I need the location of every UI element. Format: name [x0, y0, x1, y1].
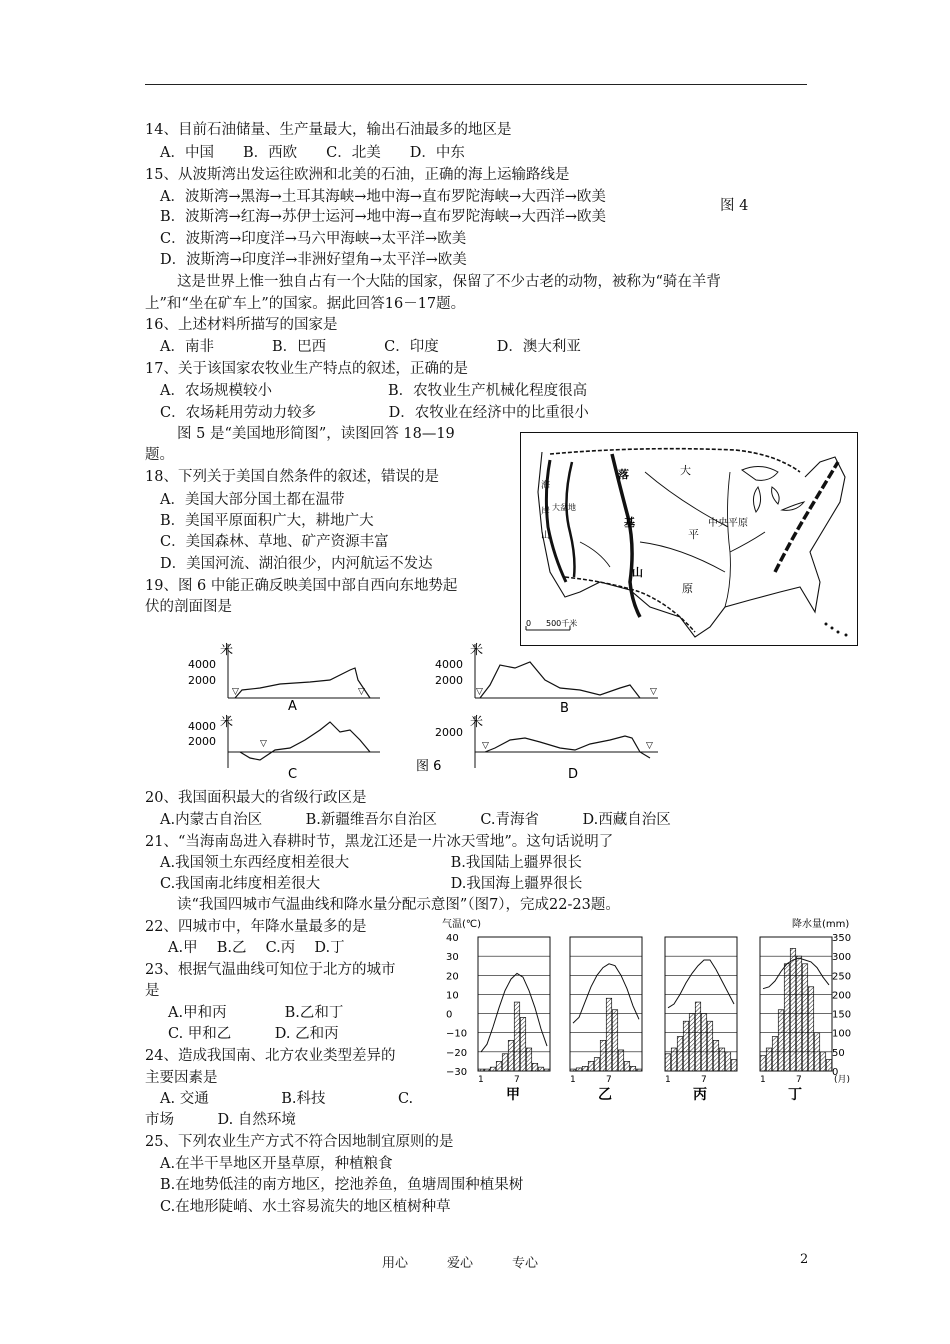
precip-bar — [532, 1063, 537, 1071]
question-23-line-1: 23、根据气温曲线可知位于北方的城市 — [145, 962, 396, 978]
profile-a — [188, 642, 380, 714]
question-19-line-2: 伏的剖面图是 — [145, 599, 232, 615]
precip-bar — [490, 1067, 495, 1071]
precip-bar — [820, 1052, 825, 1071]
month-tick-7: 7 — [701, 1075, 707, 1085]
precip-bar — [612, 1010, 617, 1071]
page-number: 2 — [800, 1252, 809, 1267]
precip-tick: 250 — [832, 971, 852, 983]
label-a: A — [288, 699, 297, 714]
scale-label: 500千米 — [546, 619, 578, 628]
profile-b — [435, 642, 658, 716]
precip-tick: 350 — [832, 933, 852, 944]
us-terrain-map — [520, 432, 858, 646]
month-tick-1: 1 — [570, 1075, 576, 1085]
precip-axis-label: 降水量(mm) — [792, 919, 850, 930]
question-17-options-cd: C．农场耗用劳动力较多 D．农牧业在经济中的比重很小 — [160, 405, 589, 421]
precip-bar — [508, 1040, 513, 1071]
precip-bar — [538, 1067, 543, 1071]
question-14-options: A．中国 B．西欧 C．北美 D．中东 — [160, 145, 465, 161]
question-25: 25、下列农业生产方式不符合因地制宜原则的是 — [145, 1134, 454, 1150]
label-c: C — [288, 767, 298, 782]
question-24-line-1: 24、造成我国南、北方农业类型差异的 — [145, 1048, 396, 1064]
precip-tick: 200 — [832, 990, 852, 1002]
temp-tick: −20 — [446, 1047, 468, 1059]
rocky-label-2: 基 — [624, 516, 635, 529]
coast-label-3: 山 — [541, 531, 551, 541]
question-18-option-a: A．美国大部分国土都在温带 — [160, 492, 345, 508]
precip-bar — [677, 1037, 682, 1071]
temp-tick: −30 — [446, 1067, 468, 1078]
plain-label-1: 大 — [680, 464, 691, 477]
month-tick-1: 1 — [760, 1075, 766, 1085]
month-tick-1: 1 — [665, 1075, 671, 1085]
precip-bar — [719, 1048, 724, 1071]
tick-d-2000: 2000 — [435, 726, 463, 739]
month-tick-7: 7 — [514, 1075, 520, 1085]
precip-bar — [636, 1069, 641, 1071]
precip-bar — [484, 1069, 489, 1071]
question-22: 22、四城市中，年降水量最多的是 — [145, 919, 367, 935]
svg-text:▽: ▽ — [232, 687, 239, 697]
precip-bar — [689, 1014, 694, 1071]
precip-bar — [725, 1052, 730, 1071]
precip-bar — [766, 1048, 771, 1071]
climate-panel-4 — [760, 937, 832, 1103]
question-18-option-d: D．美国河流、湖泊很少，内河航运不发达 — [160, 556, 433, 572]
city-label: 甲 — [506, 1087, 520, 1103]
question-20: 20、我国面积最大的省级行政区是 — [145, 790, 367, 806]
central-plain-label: 中央平原 — [708, 518, 748, 529]
question-23-options-cd: C. 甲和乙 D. 乙和丙 — [168, 1026, 339, 1042]
unit-c: 米 — [220, 715, 234, 730]
unit-b: 米 — [470, 643, 484, 658]
precip-bar — [707, 1021, 712, 1071]
question-18-option-b: B．美国平原面积广大，耕地广大 — [160, 513, 374, 529]
question-20-options: A.内蒙古自治区 B.新疆维吾尔自治区 C.青海省 D.西藏自治区 — [160, 812, 671, 828]
precip-bar — [588, 1061, 593, 1071]
precip-bar — [502, 1054, 507, 1071]
tick-c-2000: 2000 — [188, 735, 216, 748]
city-label: 乙 — [598, 1087, 612, 1103]
question-21: 21、“当海南岛进入春耕时节，黑龙江还是一片冰天雪地”。这句话说明了 — [145, 834, 614, 850]
question-15: 15、从波斯湾出发运往欧洲和北美的石油，正确的海上运输路线是 — [145, 167, 570, 183]
precip-bar — [514, 1002, 519, 1071]
material-text-1: 这是世界上惟一独自占有一个大陆的国家，保留了不少古老的动物，被称为“骑在羊背 — [177, 274, 721, 290]
rocky-label-3: 山 — [632, 566, 643, 579]
question-14: 14、目前石油储量、生产量最大，输出石油最多的地区是 — [145, 122, 512, 138]
month-tick-7: 7 — [796, 1075, 802, 1085]
tick-a-4000: 4000 — [188, 658, 216, 671]
tick-c-4000: 4000 — [188, 720, 216, 733]
precip-bar — [544, 1069, 549, 1071]
temp-tick: 0 — [446, 1009, 453, 1021]
precip-bar — [526, 1048, 531, 1071]
header-rule — [145, 84, 807, 85]
temp-curve — [668, 960, 734, 1008]
climate-charts — [440, 915, 860, 1105]
question-24-options-2: 市场 D. 自然环境 — [145, 1112, 296, 1128]
temp-tick: 20 — [446, 971, 459, 983]
question-15-option-a: A．波斯湾→黑海→土耳其海峡→地中海→直布罗陀海峡→大西洋→欧美 — [160, 189, 606, 205]
question-23-options-ab: A.甲和丙 B.乙和丁 — [168, 1005, 344, 1021]
precip-tick: 50 — [832, 1047, 845, 1059]
precip-bar — [606, 998, 611, 1071]
coast-label-2: 岸 — [541, 507, 551, 517]
question-16: 16、上述材料所描写的国家是 — [145, 317, 338, 333]
temp-tick: 30 — [446, 952, 459, 964]
question-19-line-1: 19、图 6 中能正确反映美国中部自西向东地势起 — [145, 578, 458, 594]
figure-5-intro-2: 题。 — [145, 447, 174, 463]
month-tick-1: 1 — [478, 1075, 484, 1085]
temp-tick: 40 — [446, 933, 459, 944]
basin-label: 大盆地 — [552, 503, 576, 512]
question-15-option-c: C．波斯湾→印度洋→马六甲海峡→太平洋→欧美 — [160, 231, 467, 247]
precip-bar — [576, 1068, 581, 1071]
precip-bar — [713, 1040, 718, 1071]
unit-a: 米 — [220, 643, 234, 658]
rocky-label-1: 落 — [618, 468, 629, 481]
figure-5-intro-1: 图 5 是“美国地形简图”，读图回答 18—19 — [177, 426, 455, 442]
precip-bar — [478, 1069, 483, 1071]
precip-bar — [570, 1069, 575, 1071]
question-25-option-b: B.在地势低洼的南方地区，挖池养鱼，鱼塘周围种植果树 — [160, 1177, 524, 1193]
question-25-option-c: C.在地形陡峭、水土容易流失的地区植树种草 — [160, 1199, 451, 1215]
question-18: 18、下列关于美国自然条件的叙述，错误的是 — [145, 469, 439, 485]
precip-bar — [802, 964, 807, 1071]
precip-bar — [594, 1058, 599, 1071]
svg-text:▽: ▽ — [476, 687, 483, 697]
city-label: 丁 — [788, 1087, 802, 1103]
plain-label-3: 原 — [682, 582, 693, 595]
temp-axis-label: 气温(℃) — [442, 919, 482, 930]
precip-bar — [760, 1056, 765, 1071]
month-unit: (月) — [834, 1075, 851, 1085]
precip-tick: 100 — [832, 1028, 852, 1040]
question-17-options-ab: A．农场规模较小 B．农牧业生产机械化程度很高 — [160, 383, 588, 399]
precip-bar — [695, 1002, 700, 1071]
temp-tick: −10 — [446, 1028, 468, 1040]
coast-label-1: 海 — [541, 481, 551, 491]
city-label: 丙 — [693, 1087, 707, 1103]
climate-panel-2 — [570, 937, 642, 1103]
precip-tick: 0 — [832, 1067, 839, 1078]
temp-tick: 10 — [446, 990, 459, 1002]
question-17: 17、关于该国家农牧业生产特点的叙述，正确的是 — [145, 361, 468, 377]
label-b: B — [560, 701, 569, 716]
svg-text:▽: ▽ — [650, 687, 657, 697]
figure-6-label: 图 6 — [416, 759, 442, 774]
precip-tick: 300 — [832, 952, 852, 964]
precip-bar — [624, 1061, 629, 1071]
tick-a-2000: 2000 — [188, 674, 216, 687]
label-d: D — [568, 767, 579, 782]
question-22-options: A.甲 B.乙 C.丙 D.丁 — [168, 940, 345, 956]
precip-bar — [582, 1066, 587, 1071]
question-24-options: A. 交通 B.科技 C. — [160, 1091, 414, 1107]
precip-bar — [618, 1050, 623, 1071]
question-16-options: A．南非 B．巴西 C．印度 D．澳大利亚 — [160, 339, 581, 355]
precip-bar — [665, 1054, 670, 1071]
figure-7-intro: 读“我国四城市气温曲线和降水量分配示意图”（图7），完成22-23题。 — [177, 897, 620, 913]
svg-text:▽: ▽ — [646, 741, 653, 751]
scale-zero: 0 — [526, 619, 532, 628]
precip-bar — [600, 1040, 605, 1071]
plain-label-2: 平 — [688, 528, 699, 541]
precip-bar — [520, 1017, 525, 1071]
profile-d — [435, 714, 658, 782]
precip-bar — [826, 1060, 831, 1071]
precip-tick: 150 — [832, 1009, 852, 1021]
precip-bar — [796, 956, 801, 1071]
svg-text:▽: ▽ — [358, 687, 365, 697]
material-text-2: 上”和“坐在矿车上”的国家。据此回答16－17题。 — [145, 296, 466, 312]
question-15-option-d: D．波斯湾→印度洋→非洲好望角→太平洋→欧美 — [160, 252, 467, 268]
precip-bar — [496, 1061, 501, 1071]
climate-panel-1 — [478, 937, 550, 1103]
precip-bar — [784, 964, 789, 1071]
svg-text:▽: ▽ — [482, 741, 489, 751]
precip-bar — [778, 1010, 783, 1071]
precip-bar — [671, 1048, 676, 1071]
precip-bar — [731, 1060, 736, 1071]
profile-diagrams — [180, 640, 660, 782]
precip-bar — [683, 1021, 688, 1071]
svg-text:▽: ▽ — [260, 739, 267, 749]
question-23-line-2: 是 — [145, 983, 160, 999]
tick-b-4000: 4000 — [435, 658, 463, 671]
precip-bar — [814, 1033, 819, 1071]
question-21-options-ab: A.我国领土东西经度相差很大 B.我国陆上疆界很长 — [160, 855, 582, 871]
question-25-option-a: A.在半干旱地区开垦草原，种植粮食 — [160, 1156, 393, 1172]
precip-bar — [772, 1037, 777, 1071]
question-21-options-cd: C.我国南北纬度相差很大 D.我国海上疆界很长 — [160, 876, 583, 892]
question-24-line-2: 主要因素是 — [145, 1070, 218, 1086]
tick-b-2000: 2000 — [435, 674, 463, 687]
profile-c — [188, 714, 380, 782]
unit-d: 米 — [470, 715, 484, 730]
precip-bar — [701, 1014, 706, 1071]
figure-4-label: 图 4 — [720, 198, 749, 214]
precip-bar — [790, 948, 795, 1071]
climate-panel-3 — [665, 937, 737, 1103]
question-18-option-c: C．美国森林、草地、矿产资源丰富 — [160, 534, 389, 550]
month-tick-7: 7 — [606, 1075, 612, 1085]
question-15-option-b: B．波斯湾→红海→苏伊士运河→地中海→直布罗陀海峡→大西洋→欧美 — [160, 209, 607, 225]
precip-bar — [808, 987, 813, 1071]
precip-bar — [630, 1066, 635, 1071]
footer-slogan: 用心 爱心 专心 — [382, 1256, 539, 1271]
